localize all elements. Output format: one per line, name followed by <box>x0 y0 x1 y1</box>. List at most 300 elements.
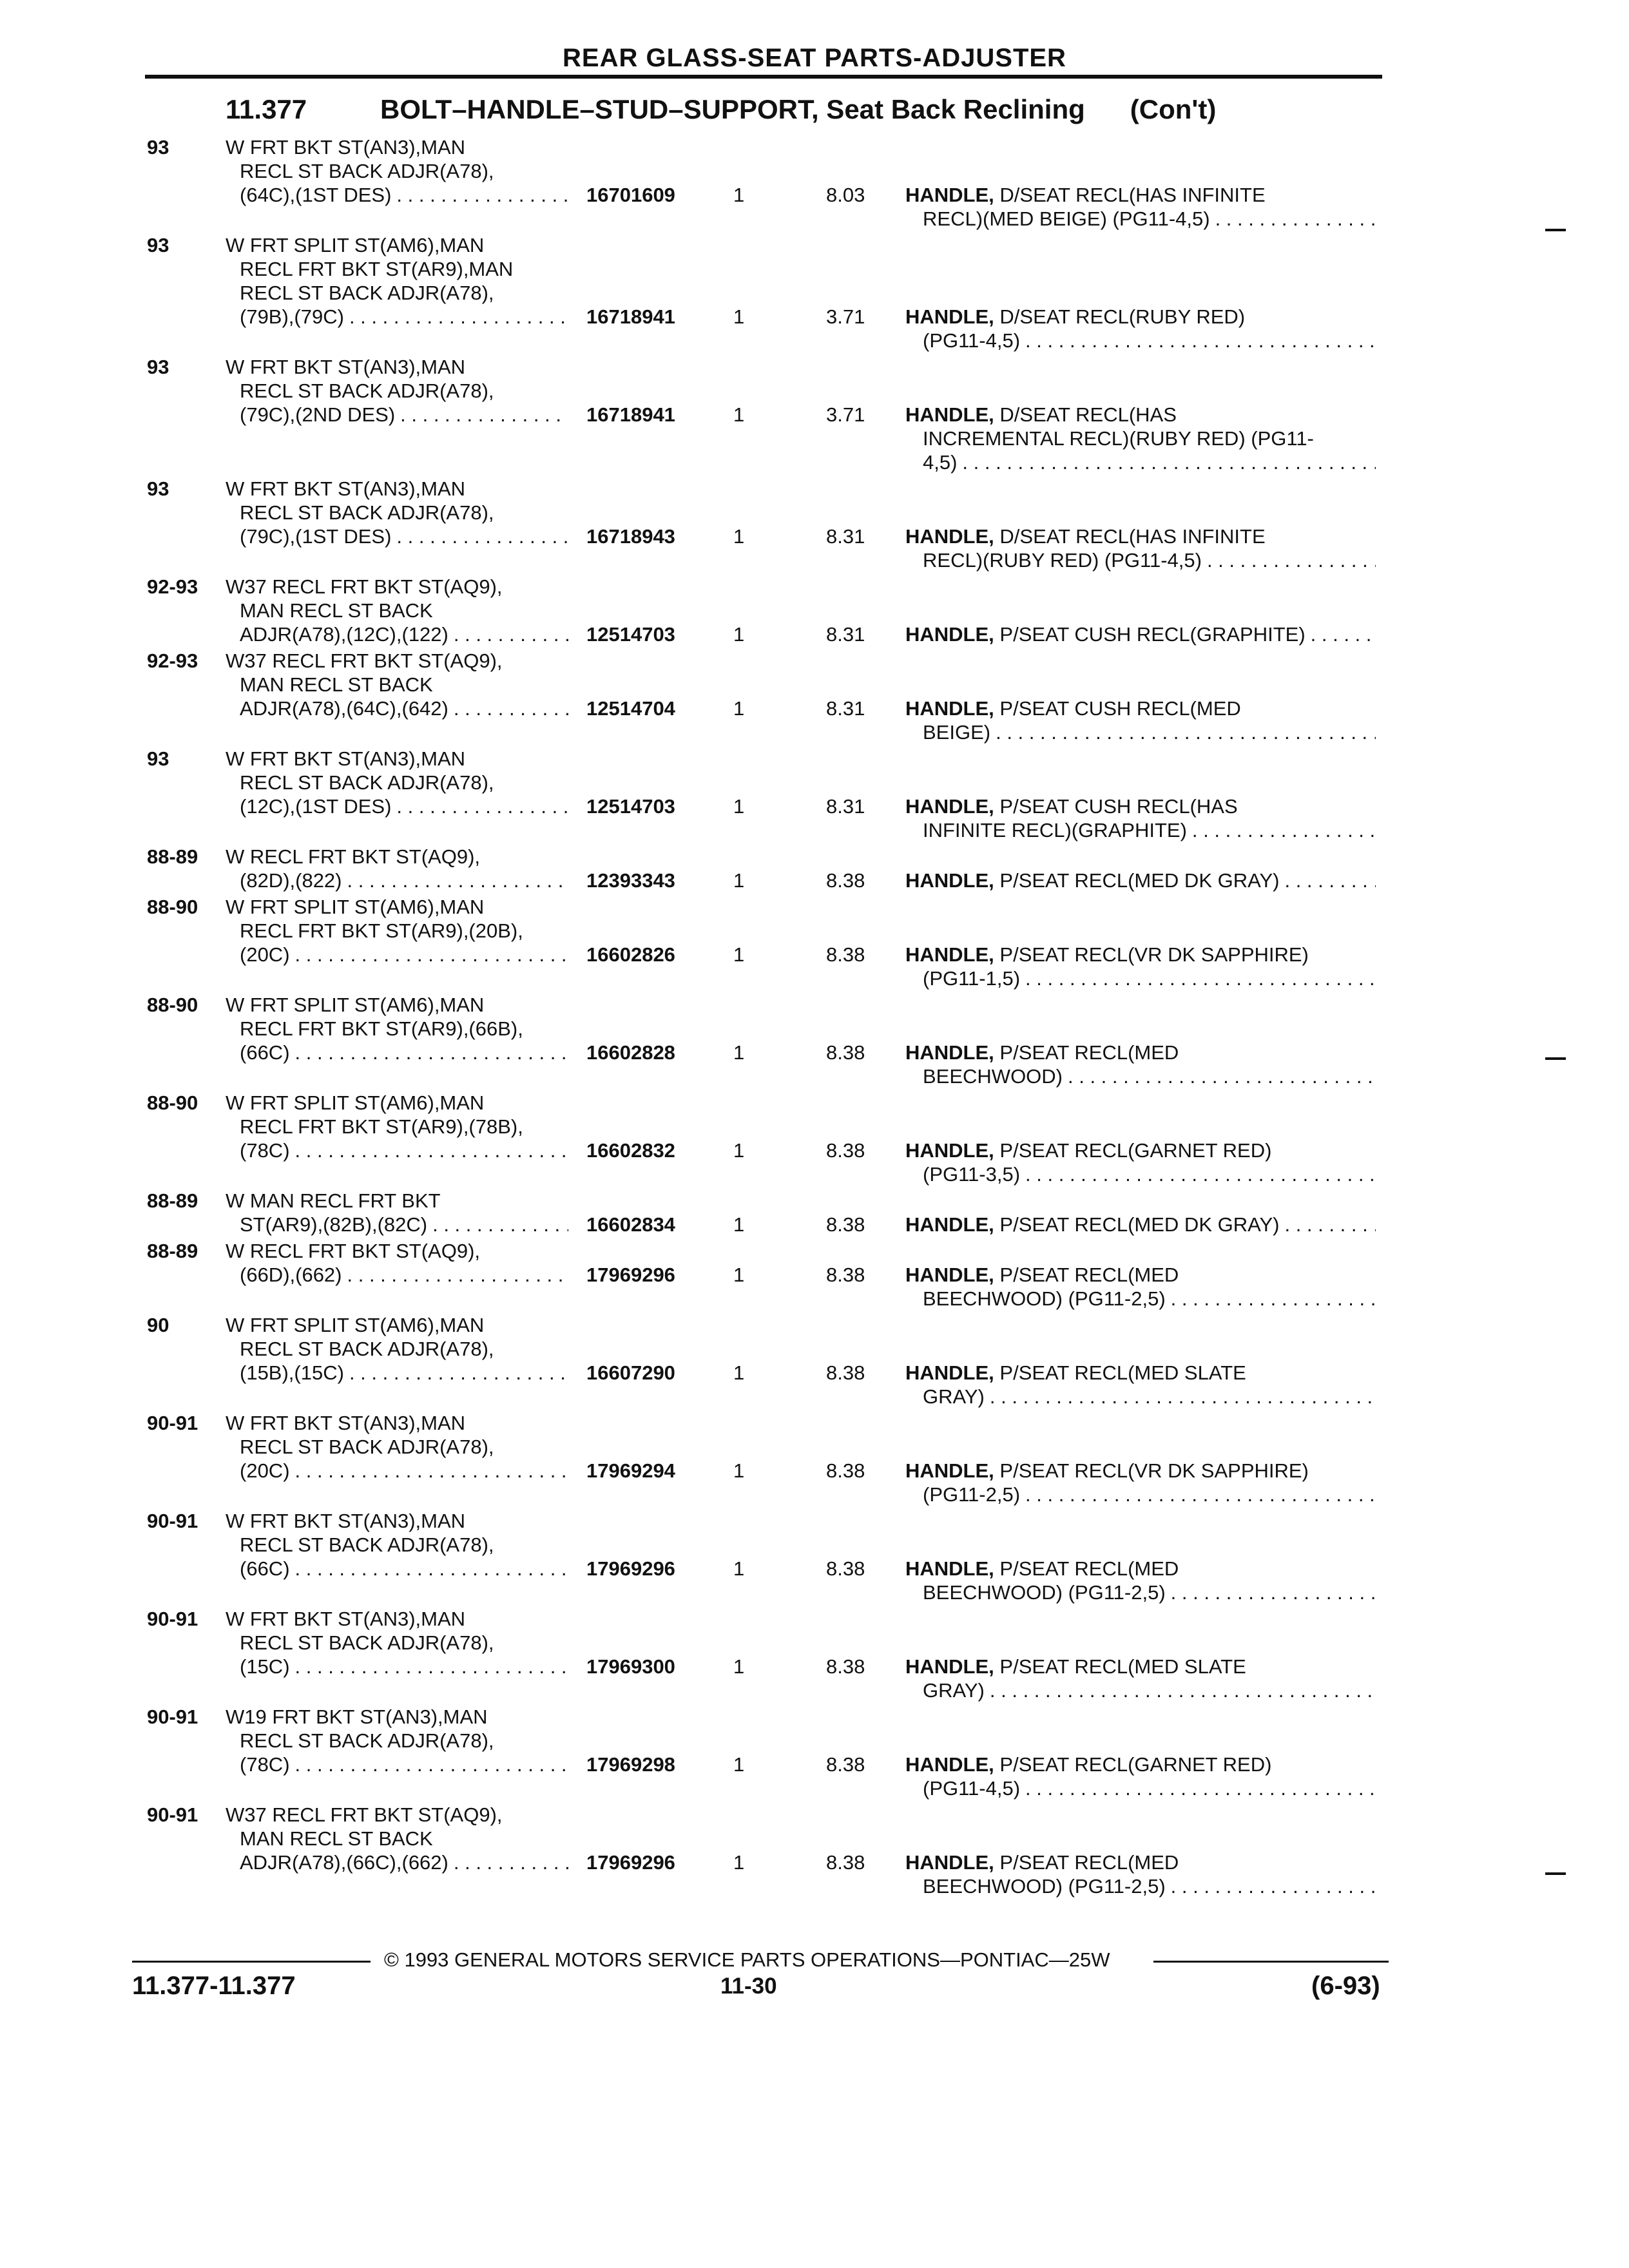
item-text: (PG11-1,5) <box>923 967 1021 990</box>
description-text: ST(AR9),(82B),(82C) <box>240 1213 428 1236</box>
item-text: (PG11-4,5) <box>923 329 1021 352</box>
description-text: ADJR(A78),(12C),(122) <box>240 623 448 646</box>
quantity: 1 <box>733 1557 745 1580</box>
model-years: 88-90 <box>147 896 198 918</box>
dot-leader <box>1025 1162 1376 1186</box>
price: 8.31 <box>826 525 865 548</box>
quantity: 1 <box>733 1361 745 1384</box>
item-description <box>905 943 1376 990</box>
item-detail: P/SEAT RECL(MED <box>999 1264 1179 1286</box>
quantity: 1 <box>733 1213 745 1236</box>
price: 8.31 <box>826 697 865 720</box>
description-line: W FRT SPLIT ST(AM6),MAN <box>226 994 485 1016</box>
item-text: GRAY) <box>923 1385 985 1408</box>
description-line <box>226 1557 568 1581</box>
item-detail: P/SEAT RECL(MED SLATE <box>999 1655 1246 1678</box>
description-line <box>226 1655 568 1678</box>
model-years: 92-93 <box>147 575 198 598</box>
description-line: W FRT BKT ST(AN3),MAN <box>226 1510 466 1532</box>
item-description <box>905 403 1376 474</box>
item-line <box>905 1581 1376 1604</box>
description-text: (78C) <box>240 1139 290 1162</box>
item-text: RECL)(MED BEIGE) (PG11-4,5) <box>923 207 1210 230</box>
page-number: 11-30 <box>720 1974 777 1999</box>
quantity: 1 <box>733 525 745 548</box>
item-description <box>905 305 1376 352</box>
usage-description <box>226 1313 568 1385</box>
quantity: 1 <box>733 795 745 818</box>
item-description <box>905 1459 1376 1506</box>
description-line <box>226 869 568 892</box>
item-detail: D/SEAT RECL(HAS INFINITE <box>999 184 1266 206</box>
dot-leader <box>1192 818 1376 842</box>
usage-description <box>226 233 568 329</box>
parts-entry <box>0 1091 1629 1189</box>
price: 8.38 <box>826 1361 865 1384</box>
model-years: 93 <box>147 477 169 500</box>
item-name: HANDLE, <box>905 1655 994 1678</box>
description-text: (78C) <box>240 1753 290 1776</box>
description-line: W FRT SPLIT ST(AM6),MAN <box>226 234 485 256</box>
dot-leader <box>295 1753 568 1776</box>
model-years: 88-90 <box>147 1091 198 1114</box>
item-text: BEECHWOOD) (PG11-2,5) <box>923 1875 1166 1898</box>
usage-description <box>226 1803 568 1874</box>
usage-description <box>226 477 568 548</box>
item-description <box>905 1361 1376 1408</box>
model-years: 90-91 <box>147 1510 198 1532</box>
item-name: HANDLE, <box>905 403 994 426</box>
parts-entry <box>0 1705 1629 1803</box>
price: 8.03 <box>826 184 865 206</box>
item-line <box>905 1678 1376 1702</box>
item-detail: P/SEAT RECL(MED DK GRAY) <box>999 1213 1280 1236</box>
model-years: 93 <box>147 356 169 378</box>
description-text: (20C) <box>240 1459 290 1482</box>
item-name: HANDLE, <box>905 869 994 892</box>
item-line <box>905 1139 1376 1162</box>
item-text: BEECHWOOD) (PG11-2,5) <box>923 1581 1166 1604</box>
item-description <box>905 183 1376 231</box>
dot-leader <box>295 1041 568 1064</box>
part-number: 16607290 <box>586 1361 675 1384</box>
item-line <box>905 1361 1376 1385</box>
item-text: (PG11-2,5) <box>923 1483 1021 1506</box>
description-line <box>226 1041 568 1064</box>
price: 8.38 <box>826 1655 865 1678</box>
item-name: HANDLE, <box>905 943 994 966</box>
description-line <box>226 622 568 646</box>
usage-description <box>226 747 568 818</box>
item-name: HANDLE, <box>905 1213 994 1236</box>
description-line <box>226 697 568 720</box>
description-line <box>226 183 568 207</box>
item-detail: P/SEAT CUSH RECL(HAS <box>999 795 1238 818</box>
part-number: 12393343 <box>586 869 675 892</box>
parts-entry <box>0 649 1629 747</box>
item-detail: D/SEAT RECL(RUBY RED) <box>999 305 1246 328</box>
item-line <box>905 1263 1376 1287</box>
description-line <box>226 403 568 427</box>
dot-leader <box>1215 207 1376 231</box>
dot-leader <box>1311 622 1376 646</box>
description-text: (66C) <box>240 1041 290 1064</box>
item-line <box>905 1655 1376 1678</box>
description-line <box>226 943 568 966</box>
item-line <box>905 966 1376 990</box>
item-text <box>905 622 1306 646</box>
item-text <box>905 1753 1271 1776</box>
item-text <box>905 1557 1179 1581</box>
part-number: 16602832 <box>586 1139 675 1162</box>
dot-leader <box>295 1459 568 1483</box>
item-detail: P/SEAT RECL(VR DK SAPPHIRE) <box>999 1459 1309 1482</box>
dot-leader <box>990 1678 1376 1702</box>
model-years: 88-89 <box>147 1189 198 1212</box>
description-line: MAN RECL ST BACK <box>240 673 433 696</box>
dot-leader <box>1025 1483 1376 1506</box>
margin-tick <box>1545 229 1566 231</box>
item-text <box>905 403 1177 427</box>
description-line: RECL ST BACK ADJR(A78), <box>240 1436 494 1458</box>
item-description <box>905 794 1376 842</box>
item-description <box>905 1753 1376 1800</box>
description-line <box>226 1753 568 1776</box>
item-text <box>905 1213 1279 1236</box>
description-line: W RECL FRT BKT ST(AQ9), <box>226 1240 481 1262</box>
parts-entry <box>0 845 1629 895</box>
item-detail: D/SEAT RECL(HAS <box>999 403 1177 426</box>
description-line: W FRT SPLIT ST(AM6),MAN <box>226 896 485 918</box>
item-detail: D/SEAT RECL(HAS INFINITE <box>999 525 1266 548</box>
description-line: RECL ST BACK ADJR(A78), <box>240 1631 494 1654</box>
dot-leader <box>454 697 568 720</box>
item-line <box>905 1483 1376 1506</box>
item-text: GRAY) <box>923 1679 985 1702</box>
dot-leader <box>295 1557 568 1581</box>
quantity: 1 <box>733 1459 745 1482</box>
part-number: 17969296 <box>586 1557 675 1580</box>
dot-leader <box>996 720 1376 744</box>
item-name: HANDLE, <box>905 1753 994 1776</box>
item-text <box>905 183 1266 207</box>
description-text: (79C),(1ST DES) <box>240 525 392 548</box>
item-description <box>905 869 1376 892</box>
footer-rule <box>1153 1961 1389 1963</box>
description-text: (66C) <box>240 1557 290 1580</box>
description-line <box>226 794 568 818</box>
parts-entry <box>0 1239 1629 1313</box>
item-name: HANDLE, <box>905 1459 994 1482</box>
item-text <box>905 305 1245 329</box>
dot-leader <box>962 450 1376 474</box>
quantity: 1 <box>733 403 745 426</box>
parts-list <box>0 135 1629 1901</box>
item-description <box>905 697 1376 744</box>
dot-leader <box>454 622 568 646</box>
section-number: 11.377 <box>226 94 307 124</box>
description-line: RECL ST BACK ADJR(A78), <box>240 1729 494 1752</box>
usage-description <box>226 355 568 427</box>
description-text: (20C) <box>240 943 290 966</box>
item-text <box>905 869 1279 892</box>
description-line: W FRT BKT ST(AN3),MAN <box>226 356 466 378</box>
quantity: 1 <box>733 869 745 892</box>
price: 8.38 <box>826 1557 865 1580</box>
item-description <box>905 1655 1376 1702</box>
item-description <box>905 1557 1376 1604</box>
model-years: 88-89 <box>147 845 198 868</box>
item-line <box>905 524 1376 548</box>
quantity: 1 <box>733 305 745 328</box>
section-range: 11.377-11.377 <box>132 1972 296 2000</box>
item-line <box>905 427 1376 450</box>
dot-leader <box>347 869 569 892</box>
part-number: 12514704 <box>586 697 675 720</box>
margin-tick <box>1545 1872 1566 1875</box>
item-line <box>905 943 1376 966</box>
usage-description <box>226 1509 568 1581</box>
description-line: W37 RECL FRT BKT ST(AQ9), <box>226 1803 503 1826</box>
item-name: HANDLE, <box>905 1041 994 1064</box>
price: 8.38 <box>826 1139 865 1162</box>
description-line <box>226 1263 568 1287</box>
parts-entry <box>0 233 1629 355</box>
description-line: W FRT BKT ST(AN3),MAN <box>226 136 466 159</box>
model-years: 88-90 <box>147 994 198 1016</box>
model-years: 88-89 <box>147 1240 198 1262</box>
item-detail: P/SEAT CUSH RECL(GRAPHITE) <box>999 623 1306 646</box>
usage-description <box>226 1189 568 1236</box>
item-text: BEIGE) <box>923 721 991 744</box>
item-detail: P/SEAT RECL(VR DK SAPPHIRE) <box>999 943 1309 966</box>
parts-entry <box>0 135 1629 233</box>
dot-leader <box>1171 1874 1376 1898</box>
description-line: W37 RECL FRT BKT ST(AQ9), <box>226 649 503 672</box>
item-line <box>905 1850 1376 1874</box>
item-line <box>905 1041 1376 1064</box>
item-line <box>905 1287 1376 1311</box>
part-number: 16602828 <box>586 1041 675 1064</box>
description-text: ADJR(A78),(66C),(662) <box>240 1851 448 1874</box>
part-number: 12514703 <box>586 795 675 818</box>
item-name: HANDLE, <box>905 623 994 646</box>
price: 3.71 <box>826 403 865 426</box>
usage-description <box>226 1239 568 1287</box>
item-line <box>905 1776 1376 1800</box>
item-line <box>905 548 1376 572</box>
dot-leader <box>295 1655 568 1678</box>
model-years: 90-91 <box>147 1706 198 1728</box>
description-line: W37 RECL FRT BKT ST(AQ9), <box>226 575 503 598</box>
model-years: 90 <box>147 1314 169 1336</box>
item-line <box>905 1753 1376 1776</box>
part-number: 17969294 <box>586 1459 675 1482</box>
dot-leader <box>1025 1776 1376 1800</box>
part-number: 17969296 <box>586 1264 675 1286</box>
quantity: 1 <box>733 184 745 206</box>
description-line: W MAN RECL FRT BKT <box>226 1189 441 1212</box>
item-text: 4,5) <box>923 451 958 474</box>
item-line <box>905 1064 1376 1088</box>
description-line: MAN RECL ST BACK <box>240 599 433 622</box>
page-header: REAR GLASS-SEAT PARTS-ADJUSTER <box>563 44 1066 72</box>
description-line: W19 FRT BKT ST(AN3),MAN <box>226 1706 488 1728</box>
item-line <box>905 183 1376 207</box>
description-line: W FRT SPLIT ST(AM6),MAN <box>226 1091 485 1114</box>
parts-entry <box>0 355 1629 477</box>
item-text: RECL)(RUBY RED) (PG11-4,5) <box>923 549 1202 572</box>
item-text <box>905 1041 1179 1064</box>
item-detail: P/SEAT RECL(GARNET RED) <box>999 1139 1272 1162</box>
quantity: 1 <box>733 943 745 966</box>
item-text <box>905 1361 1246 1385</box>
item-text <box>905 943 1309 966</box>
usage-description <box>226 895 568 966</box>
item-description <box>905 1850 1376 1898</box>
description-text: (15C) <box>240 1655 290 1678</box>
item-detail: P/SEAT RECL(MED <box>999 1851 1179 1874</box>
section-heading: BOLT–HANDLE–STUD–SUPPORT, Seat Back Reclining <box>380 94 1085 124</box>
section-title <box>226 94 1216 125</box>
parts-entry <box>0 1313 1629 1411</box>
header-rule <box>145 75 1382 79</box>
description-line: RECL ST BACK ADJR(A78), <box>240 282 494 304</box>
copyright-notice: © 1993 GENERAL MOTORS SERVICE PARTS OPERATIONS—PONTIAC—25W <box>384 1948 1110 1971</box>
item-text: INCREMENTAL RECL)(RUBY RED) (PG11- <box>923 427 1314 450</box>
dot-leader <box>349 1361 568 1385</box>
usage-description <box>226 845 568 892</box>
description-text: (64C),(1ST DES) <box>240 184 392 206</box>
dot-leader <box>432 1213 568 1236</box>
description-line: MAN RECL ST BACK <box>240 1827 433 1850</box>
footer-rule <box>132 1961 371 1963</box>
parts-entry <box>0 1509 1629 1607</box>
dot-leader <box>1171 1287 1376 1311</box>
price: 8.38 <box>826 1041 865 1064</box>
quantity: 1 <box>733 623 745 646</box>
usage-description <box>226 1091 568 1162</box>
description-line <box>226 1361 568 1385</box>
item-text: INFINITE RECL)(GRAPHITE) <box>923 819 1187 841</box>
parts-entry <box>0 477 1629 575</box>
item-line <box>905 720 1376 744</box>
quantity: 1 <box>733 1139 745 1162</box>
description-line <box>226 524 568 548</box>
parts-entry <box>0 993 1629 1091</box>
item-line <box>905 622 1376 646</box>
quantity: 1 <box>733 1041 745 1064</box>
usage-description <box>226 135 568 207</box>
description-line <box>226 1213 568 1236</box>
item-line <box>905 1557 1376 1581</box>
item-name: HANDLE, <box>905 795 994 818</box>
item-text: BEECHWOOD) (PG11-2,5) <box>923 1287 1166 1310</box>
parts-entry <box>0 1803 1629 1901</box>
item-line <box>905 1162 1376 1186</box>
description-text: ADJR(A78),(64C),(642) <box>240 697 448 720</box>
item-name: HANDLE, <box>905 1139 994 1162</box>
description-line: RECL FRT BKT ST(AR9),MAN <box>240 258 514 280</box>
description-line: RECL ST BACK ADJR(A78), <box>240 501 494 524</box>
item-detail: P/SEAT RECL(MED <box>999 1041 1179 1064</box>
item-name: HANDLE, <box>905 1264 994 1286</box>
item-description <box>905 1213 1376 1236</box>
dot-leader <box>400 403 568 427</box>
item-text <box>905 1459 1309 1483</box>
item-text: BEECHWOOD) <box>923 1065 1063 1088</box>
dot-leader <box>1284 1213 1376 1236</box>
item-line <box>905 1385 1376 1408</box>
item-detail: P/SEAT RECL(MED <box>999 1557 1179 1580</box>
dot-leader <box>396 183 568 207</box>
price: 8.38 <box>826 1264 865 1286</box>
price: 8.38 <box>826 1213 865 1236</box>
revision-date: (6-93) <box>1311 1972 1380 2000</box>
usage-description <box>226 1607 568 1678</box>
item-line <box>905 869 1376 892</box>
model-years: 93 <box>147 136 169 159</box>
dot-leader <box>349 305 568 329</box>
dot-leader <box>1025 329 1376 352</box>
part-number: 16701609 <box>586 184 675 206</box>
dot-leader <box>1068 1064 1376 1088</box>
description-line: W FRT BKT ST(AN3),MAN <box>226 477 466 500</box>
description-line: W FRT SPLIT ST(AM6),MAN <box>226 1314 485 1336</box>
part-number: 17969296 <box>586 1851 675 1874</box>
quantity: 1 <box>733 1264 745 1286</box>
description-line <box>226 1459 568 1483</box>
description-line: W RECL FRT BKT ST(AQ9), <box>226 845 481 868</box>
quantity: 1 <box>733 1851 745 1874</box>
dot-leader <box>347 1263 569 1287</box>
part-number: 16718941 <box>586 305 675 328</box>
item-text <box>905 794 1238 818</box>
part-number: 17969300 <box>586 1655 675 1678</box>
model-years: 90-91 <box>147 1412 198 1434</box>
margin-tick <box>1545 1057 1566 1060</box>
item-text <box>905 697 1241 720</box>
parts-entry <box>0 747 1629 845</box>
description-text: (79B),(79C) <box>240 305 344 328</box>
item-detail: P/SEAT CUSH RECL(MED <box>999 697 1241 720</box>
item-name: HANDLE, <box>905 1361 994 1384</box>
dot-leader <box>396 524 568 548</box>
item-name: HANDLE, <box>905 305 994 328</box>
description-line: W FRT BKT ST(AN3),MAN <box>226 747 466 770</box>
item-line <box>905 794 1376 818</box>
description-text: (15B),(15C) <box>240 1361 344 1384</box>
item-text <box>905 1655 1246 1678</box>
description-line <box>226 1850 568 1874</box>
item-name: HANDLE, <box>905 1557 994 1580</box>
dot-leader <box>990 1385 1376 1408</box>
part-number: 16718943 <box>586 525 675 548</box>
dot-leader <box>1025 966 1376 990</box>
item-text: (PG11-3,5) <box>923 1163 1021 1186</box>
item-name: HANDLE, <box>905 184 994 206</box>
item-description <box>905 622 1376 646</box>
model-years: 93 <box>147 234 169 256</box>
description-line: RECL ST BACK ADJR(A78), <box>240 160 494 182</box>
description-line: RECL ST BACK ADJR(A78), <box>240 1533 494 1556</box>
item-name: HANDLE, <box>905 697 994 720</box>
usage-description <box>226 649 568 720</box>
description-line: RECL ST BACK ADJR(A78), <box>240 380 494 402</box>
price: 3.71 <box>826 305 865 328</box>
dot-leader <box>295 943 568 966</box>
item-line <box>905 305 1376 329</box>
